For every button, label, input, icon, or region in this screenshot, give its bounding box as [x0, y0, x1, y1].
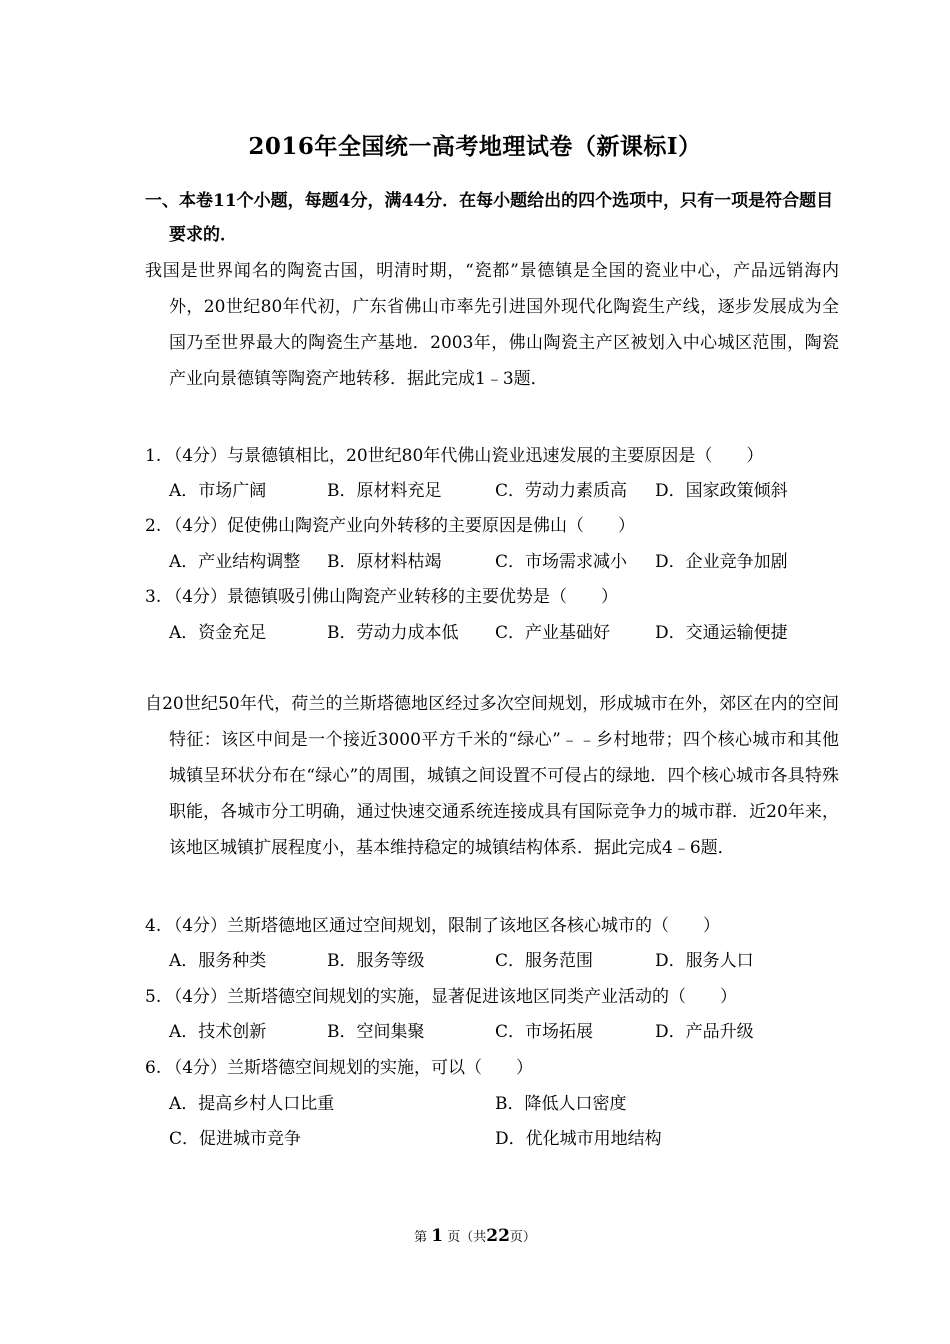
question-1	[145, 439, 815, 473]
footer-prefix: 第	[414, 1230, 428, 1245]
current-page-number: 1	[431, 1226, 444, 1246]
question-text: （4分）与景德镇相比，20世纪80年代佛山瓷业迅速发展的主要原因是（ ）	[165, 446, 764, 466]
options-1	[169, 474, 819, 508]
question-3	[145, 580, 815, 614]
option-d: D．企业竞争加剧	[655, 552, 788, 572]
option-a: A．产业结构调整	[169, 552, 301, 572]
question-number: 1.	[145, 446, 162, 466]
option-d: D．国家政策倾斜	[655, 481, 788, 501]
options-6-row-1	[169, 1087, 819, 1121]
option-a: A．资金充足	[169, 623, 267, 643]
question-text: （4分）促使佛山陶瓷产业向外转移的主要原因是佛山（ ）	[165, 516, 636, 536]
option-a: A．服务种类	[169, 951, 267, 971]
option-c: C．劳动力素质高	[495, 481, 628, 501]
option-a: A．技术创新	[169, 1022, 267, 1042]
option-b: B．劳动力成本低	[327, 623, 459, 643]
question-text: （4分）兰斯塔德空间规划的实施，显著促进该地区同类产业活动的（ ）	[165, 987, 738, 1007]
passage-2: 自20世纪50年代，荷兰的兰斯塔德地区经过多次空间规划，形成城市在外，郊区在内的空间特征：该区中间是一个接近3000平方千米的“绿心”﹣﹣乡村地带；四个核心城市和其他城镇呈环状分布在“绿心”的周围，城镇之间设置不可侵占的绿地．四个核心城市各具特殊职能，各城市分工明确，通过快速交通系统连接成具有国际竞争力的城市群．近20年来，该地区城镇扩展程度小，基本维持稳定的城镇结构体系．据此完成4﹣6题．	[145, 694, 839, 858]
option-c: C．促进城市竞争	[169, 1129, 302, 1149]
option-b: B．服务等级	[327, 951, 425, 971]
option-a: A．提高乡村人口比重	[169, 1094, 335, 1114]
options-5	[169, 1015, 819, 1049]
option-a: A．市场广阔	[169, 481, 267, 501]
question-2	[145, 509, 815, 543]
option-d: D．产品升级	[655, 1022, 754, 1042]
question-5	[145, 980, 815, 1014]
option-d: D．服务人口	[655, 951, 754, 971]
option-d: D．交通运输便捷	[655, 623, 788, 643]
passage-1: 我国是世界闻名的陶瓷古国，明清时期，“瓷都”景德镇是全国的瓷业中心，产品远销海内外，20世纪80年代初，广东省佛山市率先引进国外现代化陶瓷生产线，逐步发展成为全国乃至世界最大的陶瓷生产基地．2003年，佛山陶瓷主产区被划入中心城区范围，陶瓷产业向景德镇等陶瓷产地转移．据此完成1﹣3题．	[145, 261, 839, 389]
options-4	[169, 944, 819, 978]
option-d: D．优化城市用地结构	[495, 1129, 662, 1149]
section-heading: 一、本卷11个小题，每题4分，满44分．在每小题给出的四个选项中，只有一项是符合题目要求的．	[145, 191, 834, 245]
question-number: 2.	[145, 516, 162, 536]
option-b: B．降低人口密度	[495, 1094, 627, 1114]
options-3	[169, 616, 819, 650]
total-pages-number: 22	[486, 1226, 510, 1246]
question-number: 5.	[145, 987, 162, 1007]
option-c: C．市场需求减小	[495, 552, 628, 572]
footer-suffix: 页）	[509, 1230, 536, 1245]
question-4	[145, 909, 815, 943]
question-number: 6.	[145, 1058, 162, 1078]
option-b: B．原材料充足	[327, 481, 442, 501]
page-footer	[0, 1226, 950, 1246]
option-c: C．产业基础好	[495, 623, 611, 643]
question-text: （4分）兰斯塔德空间规划的实施，可以（ ）	[165, 1058, 534, 1078]
option-b: B．原材料枯竭	[327, 552, 442, 572]
footer-middle: 页（共	[447, 1230, 487, 1245]
option-c: C．服务范围	[495, 951, 594, 971]
question-number: 3.	[145, 587, 162, 607]
page-title: 2016年全国统一高考地理试卷（新课标Ⅰ）	[248, 133, 702, 160]
option-b: B．空间集聚	[327, 1022, 425, 1042]
question-text: （4分）兰斯塔德地区通过空间规划，限制了该地区各核心城市的（ ）	[165, 916, 721, 936]
options-6-row-2	[169, 1122, 819, 1156]
options-2	[169, 545, 819, 579]
question-text: （4分）景德镇吸引佛山陶瓷产业转移的主要优势是（ ）	[165, 587, 619, 607]
option-c: C．市场拓展	[495, 1022, 594, 1042]
question-6	[145, 1051, 815, 1085]
question-number: 4.	[145, 916, 162, 936]
